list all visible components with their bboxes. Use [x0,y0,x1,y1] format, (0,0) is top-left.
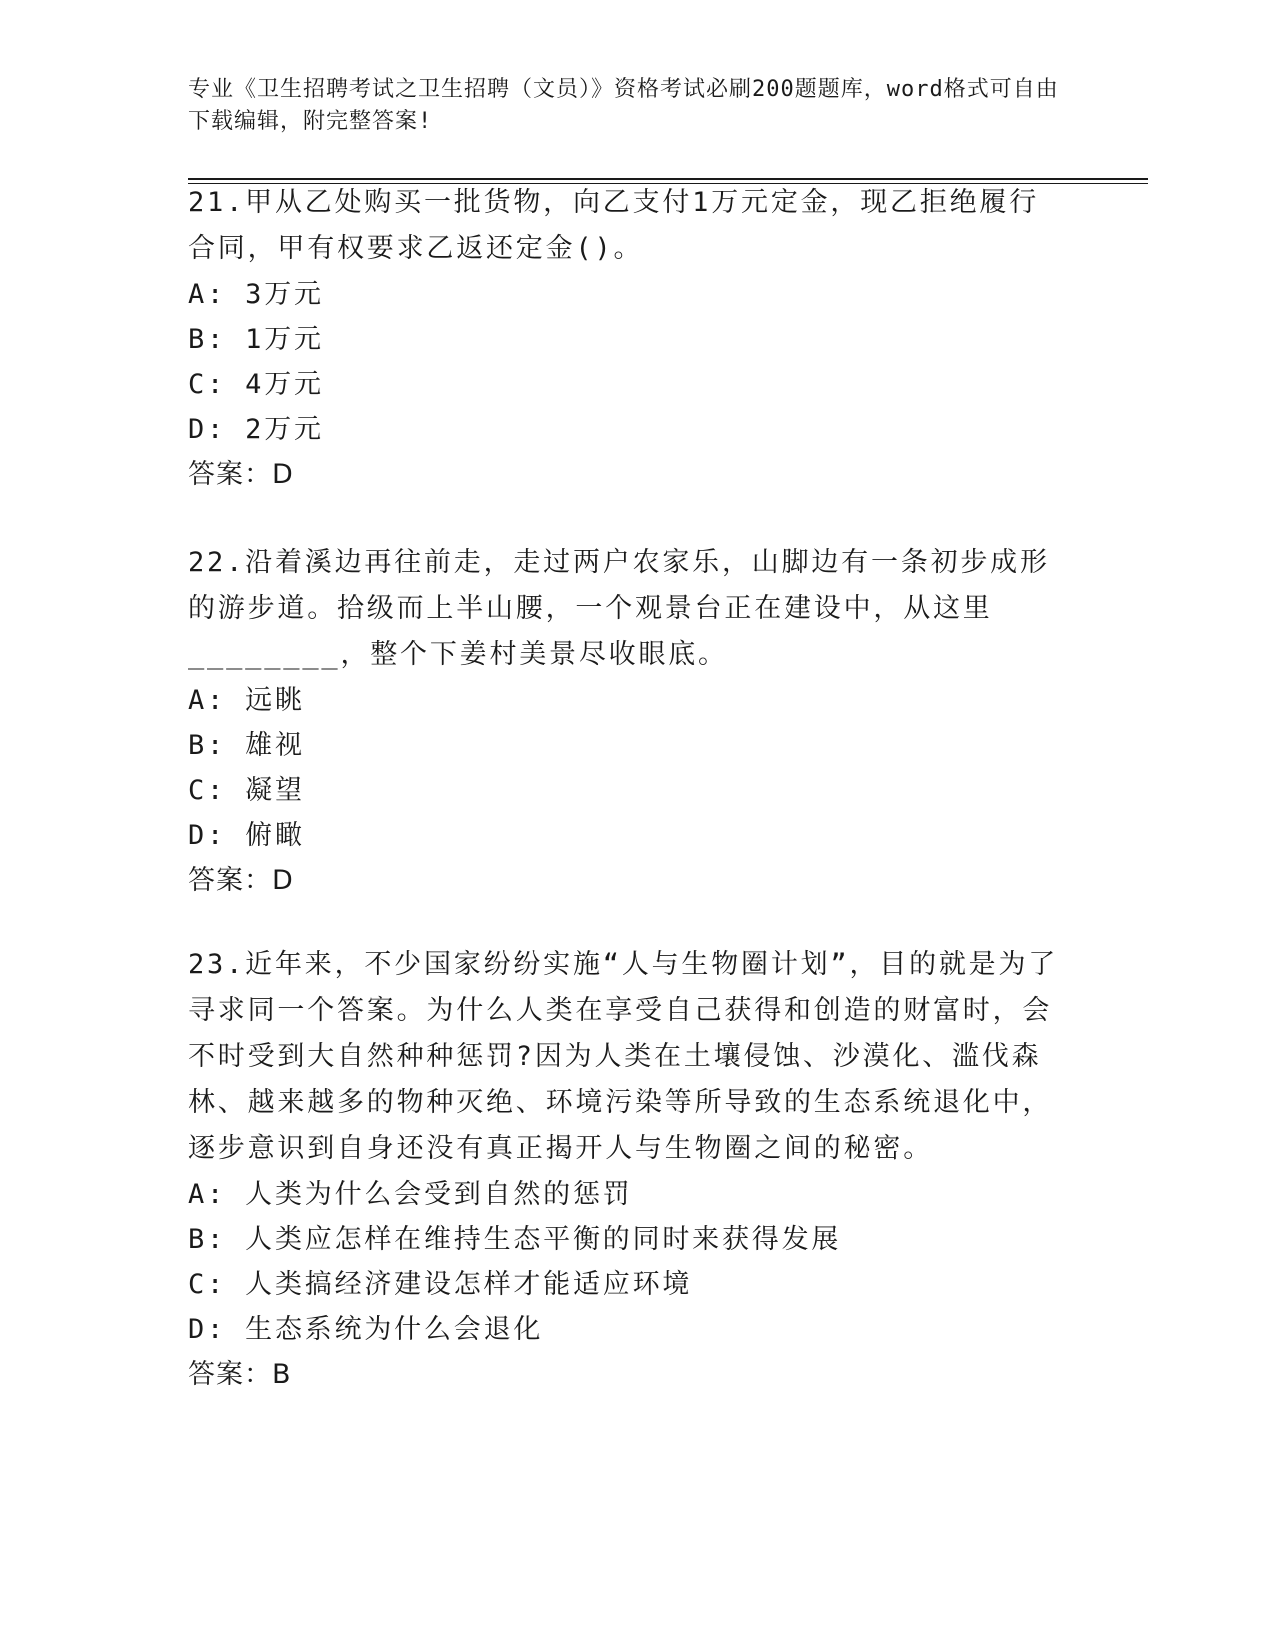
option-b: B: 雄视 [188,730,305,761]
question-22 [188,540,1068,904]
question-stem: 22.沿着溪边再往前走，走过两户农家乐，山脚边有一条初步成形的游步道。拾级而上半山腰，一个观景台正在建设中，从这里________，整个下姜村美景尽收眼底。 [188,547,1050,670]
option-a: A: 3万元 [188,279,324,310]
option-b: B: 人类应怎样在维持生态平衡的同时来获得发展 [188,1224,842,1255]
question-stem: 21.甲从乙处购买一批货物，向乙支付1万元定金，现乙拒绝履行合同，甲有权要求乙返还定金()。 [188,187,1040,264]
answer-label: 答案：D [188,865,294,896]
option-a: A: 远眺 [188,685,305,716]
option-d: D: 2万元 [188,414,324,445]
answer-label: 答案：D [188,459,294,490]
question-stem: 23.近年来，不少国家纷纷实施“人与生物圈计划”，目的就是为了寻求同一个答案。为什么人类在享受自己获得和创造的财富时，会不时受到大自然种种惩罚?因为人类在土壤侵蚀、沙漠化、滥伐森林、越来越多的物种灭绝、环境污染等所导致的生态系统退化中，逐步意识到自身还没有真正揭开人与生物圈之间的秘密。 [188,949,1059,1164]
option-a: A: 人类为什么会受到自然的惩罚 [188,1179,633,1210]
option-c: C: 人类搞经济建设怎样才能适应环境 [188,1269,693,1300]
option-c: C: 凝望 [188,775,305,806]
answer-label: 答案：B [188,1359,292,1390]
page-header: 专业《卫生招聘考试之卫生招聘（文员）》资格考试必刷200题题库，word格式可自由下载编辑，附完整答案! [188,77,1059,134]
option-d: D: 生态系统为什么会退化 [188,1314,544,1345]
option-d: D: 俯瞰 [188,820,305,851]
question-23 [188,942,1068,1398]
question-21 [188,180,1068,498]
option-b: B: 1万元 [188,324,324,355]
option-c: C: 4万元 [188,369,324,400]
